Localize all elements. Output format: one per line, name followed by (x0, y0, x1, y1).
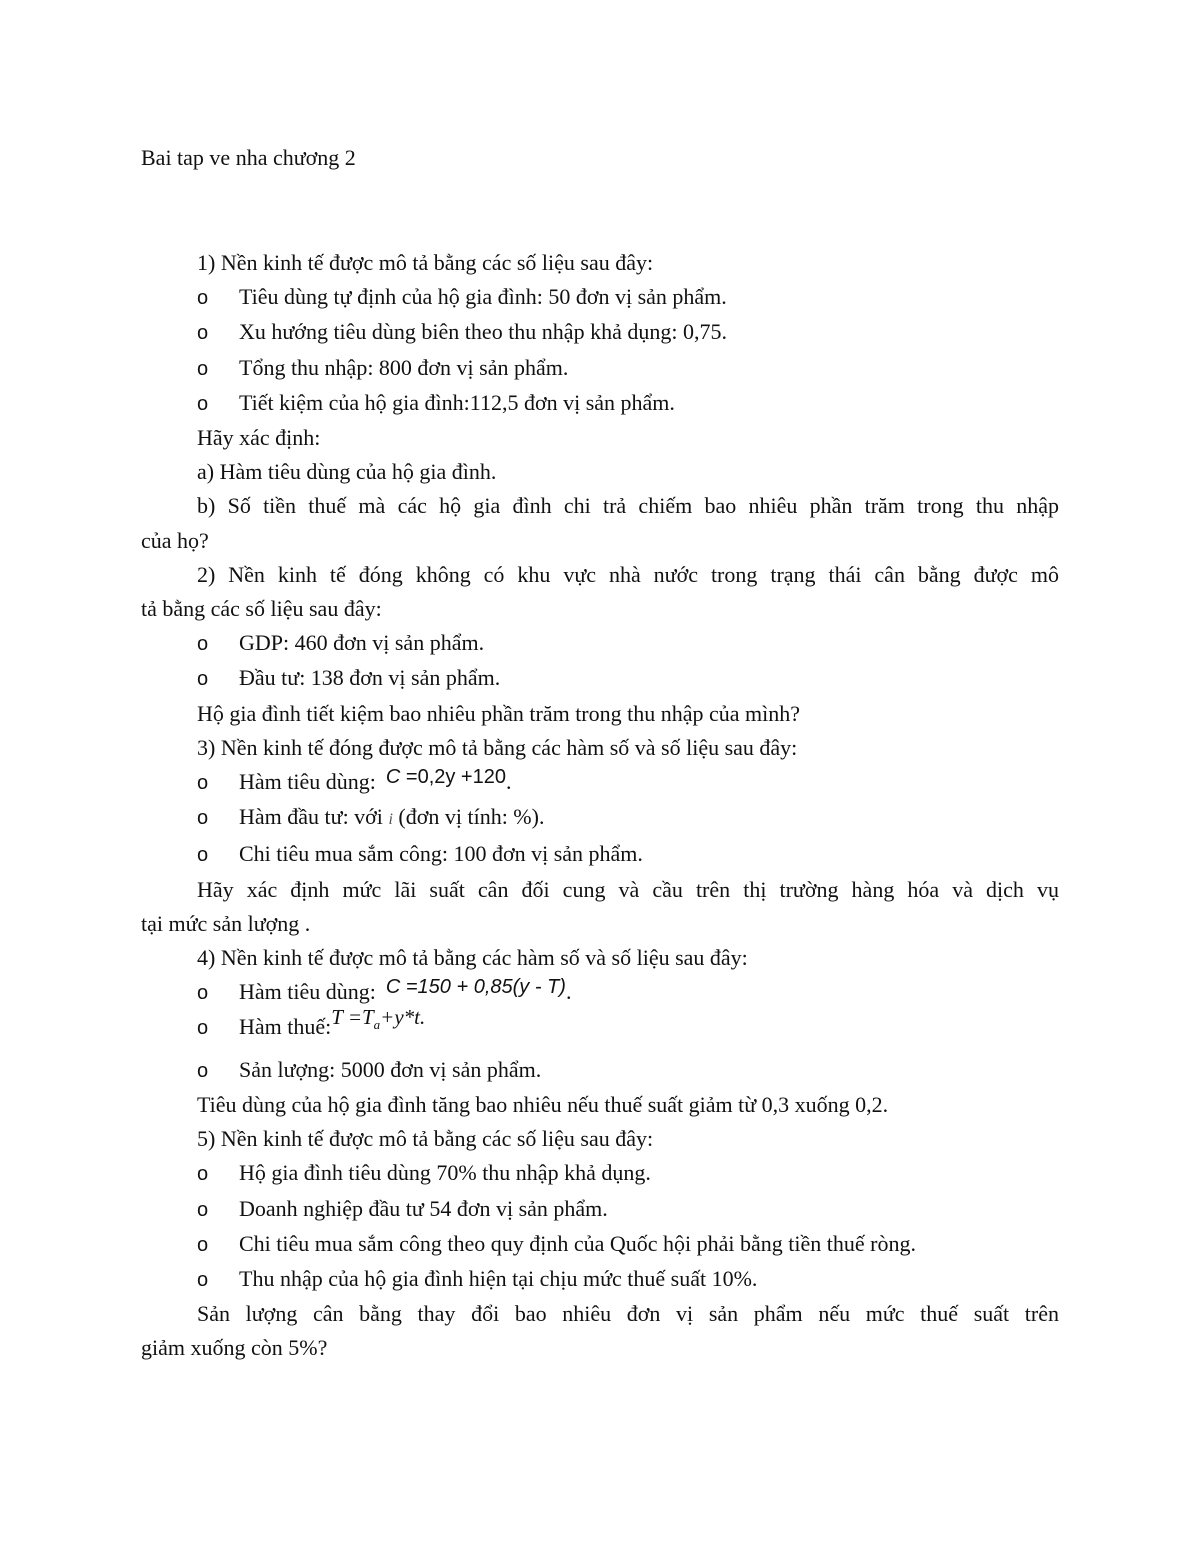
q5-question-line1: Sản lượng cân bằng thay đổi bao nhiêu đơn vị sản phẩm nếu mức thuế suất trên (197, 1301, 1059, 1327)
q5-bullet-1: o Hộ gia đình tiêu dùng 70% thu nhập khả dụng. (141, 1156, 1059, 1191)
bullet-marker: o (197, 357, 209, 380)
q1-ask: Hãy xác định: (197, 425, 321, 451)
q3-investment-function: o Hàm đầu tư: với i (đơn vị tính: %). (141, 800, 1059, 837)
q1-bullet-2: o Xu hướng tiêu dùng biên theo thu nhập khả dụng: 0,75. (141, 315, 1059, 350)
q1-part-a: a) Hàm tiêu dùng của hộ gia đình. (197, 459, 497, 485)
q2-intro-line2: tả bằng các số liệu sau đây: (141, 596, 382, 622)
q1-intro: 1) Nền kinh tế được mô tả bằng các số liệu sau đây: (197, 250, 654, 275)
q5-bullet-4: o Thu nhập của hộ gia đình hiện tại chịu mức thuế suất 10%. (141, 1262, 1059, 1297)
bullet-marker: o (197, 1269, 209, 1292)
q3-ask-line2: tại mức sản lượng . (141, 910, 311, 936)
q4-tax-formula: $T =T_a+y*t$. (331, 1005, 426, 1033)
bullet-marker: o (197, 322, 209, 345)
exercise-content (141, 246, 1059, 1366)
q5-bullet-2: o Doanh nghiệp đầu tư 54 đơn vị sản phẩm. (141, 1192, 1059, 1227)
q5-intro: 5) Nền kinh tế được mô tả bằng các số liệu sau đây: (197, 1126, 654, 1152)
page-title: Bai tap ve nha chương 2 (141, 145, 356, 170)
q4-consumption-formula: C =150 + 0,85(y - T) (385, 976, 566, 999)
bullet-marker: o (197, 1059, 209, 1082)
q4-output: o Sản lượng: 5000 đơn vị sản phẩm. (141, 1053, 1059, 1088)
q5-bullet-3: o Chi tiêu mua sắm công theo quy định của Quốc hội phải bằng tiền thuế ròng. (141, 1227, 1059, 1262)
q3-intro: 3) Nền kinh tế đóng được mô tả bằng các hàm số và số liệu sau đây: (197, 734, 798, 760)
q1-bullet-4: o Tiết kiệm của hộ gia đình:112,5 đơn vị sản phẩm. (141, 386, 1059, 421)
q4-consumption-function: o Hàm tiêu dùng: C =150 + 0,85(y - T) . (141, 975, 1059, 1010)
bullet-marker: o (197, 287, 209, 310)
bullet-marker: o (197, 844, 209, 867)
q5-question-line2: giảm xuống còn 5%? (141, 1335, 328, 1361)
bullet-marker: o (197, 392, 209, 415)
bullet-marker: o (197, 633, 209, 656)
q3-ask-line1: Hãy xác định mức lãi suất cân đối cung và cầu trên thị trường hàng hóa và dịch vụ (197, 876, 1059, 902)
q3-consumption-formula: C =0,2y +120 (385, 766, 506, 789)
bullet-marker: o (197, 982, 209, 1005)
bullet-marker: o (197, 807, 209, 830)
q2-intro-line1: 2) Nền kinh tế đóng không có khu vực nhà nước trong trạng thái cân bằng được mô (197, 561, 1059, 587)
q3-gov-spending: o Chi tiêu mua sắm công: 100 đơn vị sản phẩm. (141, 837, 1059, 872)
bullet-marker: o (197, 1233, 209, 1256)
interest-rate-variable: i (388, 811, 393, 829)
q1-part-b-line2: của họ? (141, 527, 209, 553)
q4-tax-function: o Hàm thuế: $T =T_a+y*t$. (141, 1010, 1059, 1052)
q1-bullet-3: o Tổng thu nhập: 800 đơn vị sản phẩm. (141, 351, 1059, 386)
bullet-marker: o (197, 668, 209, 691)
q2-question: Hộ gia đình tiết kiệm bao nhiêu phần trăm trong thu nhập của mình? (197, 700, 801, 726)
q2-bullet-1: o GDP: 460 đơn vị sản phẩm. (141, 626, 1059, 661)
bullet-marker: o (197, 1163, 209, 1186)
q1-bullet-1: o Tiêu dùng tự định của hộ gia đình: 50 đơn vị sản phẩm. (141, 280, 1059, 315)
bullet-marker: o (197, 1198, 209, 1221)
q3-consumption-function: o Hàm tiêu dùng: C =0,2y +120 . (141, 765, 1059, 800)
q1-part-b-line1: b) Số tiền thuế mà các hộ gia đình chi trả chiếm bao nhiêu phần trăm trong thu nhập (197, 493, 1059, 519)
q2-bullet-2: o Đầu tư: 138 đơn vị sản phẩm. (141, 661, 1059, 696)
bullet-marker: o (197, 772, 209, 795)
q4-intro: 4) Nền kinh tế được mô tả bằng các hàm số và số liệu sau đây: (197, 945, 748, 971)
q4-question: Tiêu dùng của hộ gia đình tăng bao nhiêu nếu thuế suất giảm từ 0,3 xuống 0,2. (197, 1092, 889, 1118)
bullet-marker: o (197, 1017, 209, 1040)
